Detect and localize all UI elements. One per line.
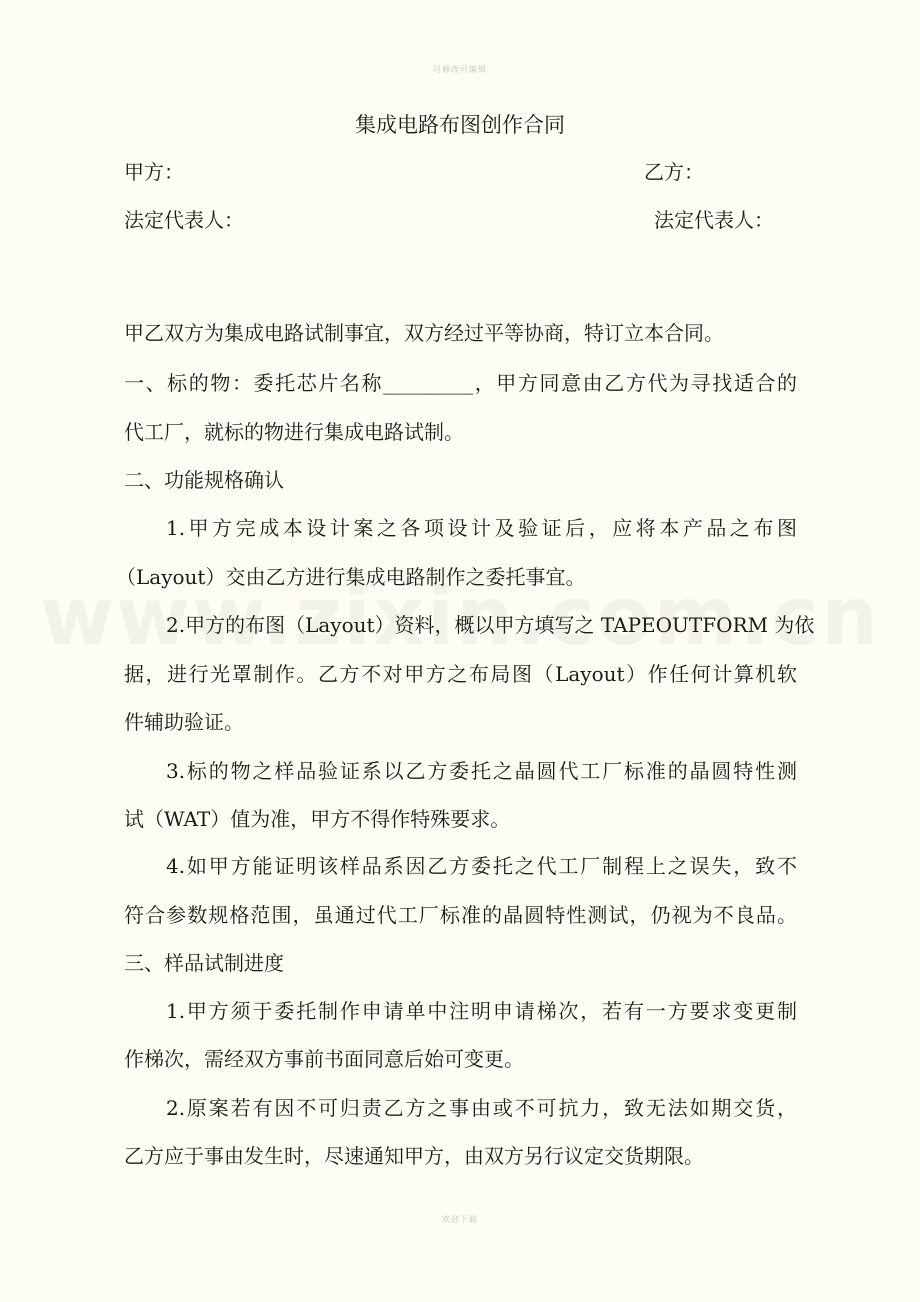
section-2-item-4-line-2: 符合参数规格范围，虽通过代工厂标准的晶圆特性测试，仍视为不良品。 <box>124 903 797 927</box>
party-a-label: 甲方： <box>124 160 184 184</box>
intro-paragraph: 甲乙双方为集成电路试制事宜，双方经过平等协商，特订立本合同。 <box>124 321 724 345</box>
party-b-rep-label: 法定代表人： <box>654 208 774 232</box>
section-3-item-1-line-1: 1.甲方须于委托制作申请单中注明申请梯次，若有一方要求变更制 <box>166 999 797 1023</box>
section-2-heading: 二、功能规格确认 <box>124 468 284 492</box>
section-2-item-1-line-1: 1.甲方完成本设计案之各项设计及验证后，应将本产品之布图 <box>166 516 797 540</box>
document-title: 集成电路布图创作合同 <box>355 113 565 137</box>
section-1-line-2: 代工厂，就标的物进行集成电路试制。 <box>124 420 464 444</box>
section-3-item-2-line-2: 乙方应于事由发生时，尽速通知甲方，由双方另行议定交货期限。 <box>124 1144 704 1168</box>
section-2-item-1-line-2: （Layout）交由乙方进行集成电路制作之委托事宜。 <box>116 565 586 589</box>
section-1-line-1: 一、标的物：委托芯片名称_________，甲方同意由乙方代为寻找适合的 <box>124 371 797 395</box>
party-a-rep-label: 法定代表人： <box>124 208 244 232</box>
section-2-item-3-line-1: 3.标的物之样品验证系以乙方委托之晶圆代工厂标准的晶圆特性测 <box>166 759 797 783</box>
party-b-label: 乙方： <box>644 160 704 184</box>
section-2-item-2-line-3: 件辅助验证。 <box>124 710 244 734</box>
section-3-item-1-line-2: 作梯次，需经双方事前书面同意后始可变更。 <box>124 1047 524 1071</box>
section-2-item-3-line-2: 试（WAT）值为准，甲方不得作特殊要求。 <box>124 807 511 831</box>
footer-note: 欢迎下载 <box>442 1215 478 1224</box>
section-3-item-2-line-1: 2.原案若有因不可归责乙方之事由或不可抗力，致无法如期交货， <box>166 1096 797 1120</box>
section-3-heading: 三、样品试制进度 <box>124 951 284 975</box>
section-2-item-2-line-1: 2.甲方的布图（Layout）资料，概以甲方填写之 TAPEOUTFORM 为依 <box>166 613 815 637</box>
section-2-item-2-line-2: 据，进行光罩制作。乙方不对甲方之布局图（Layout）作任何计算机软 <box>124 662 797 686</box>
section-2-item-4-line-1: 4.如甲方能证明该样品系因乙方委托之代工厂制程上之误失，致不 <box>166 854 797 878</box>
header-note: 可修改可编辑 <box>433 65 487 74</box>
